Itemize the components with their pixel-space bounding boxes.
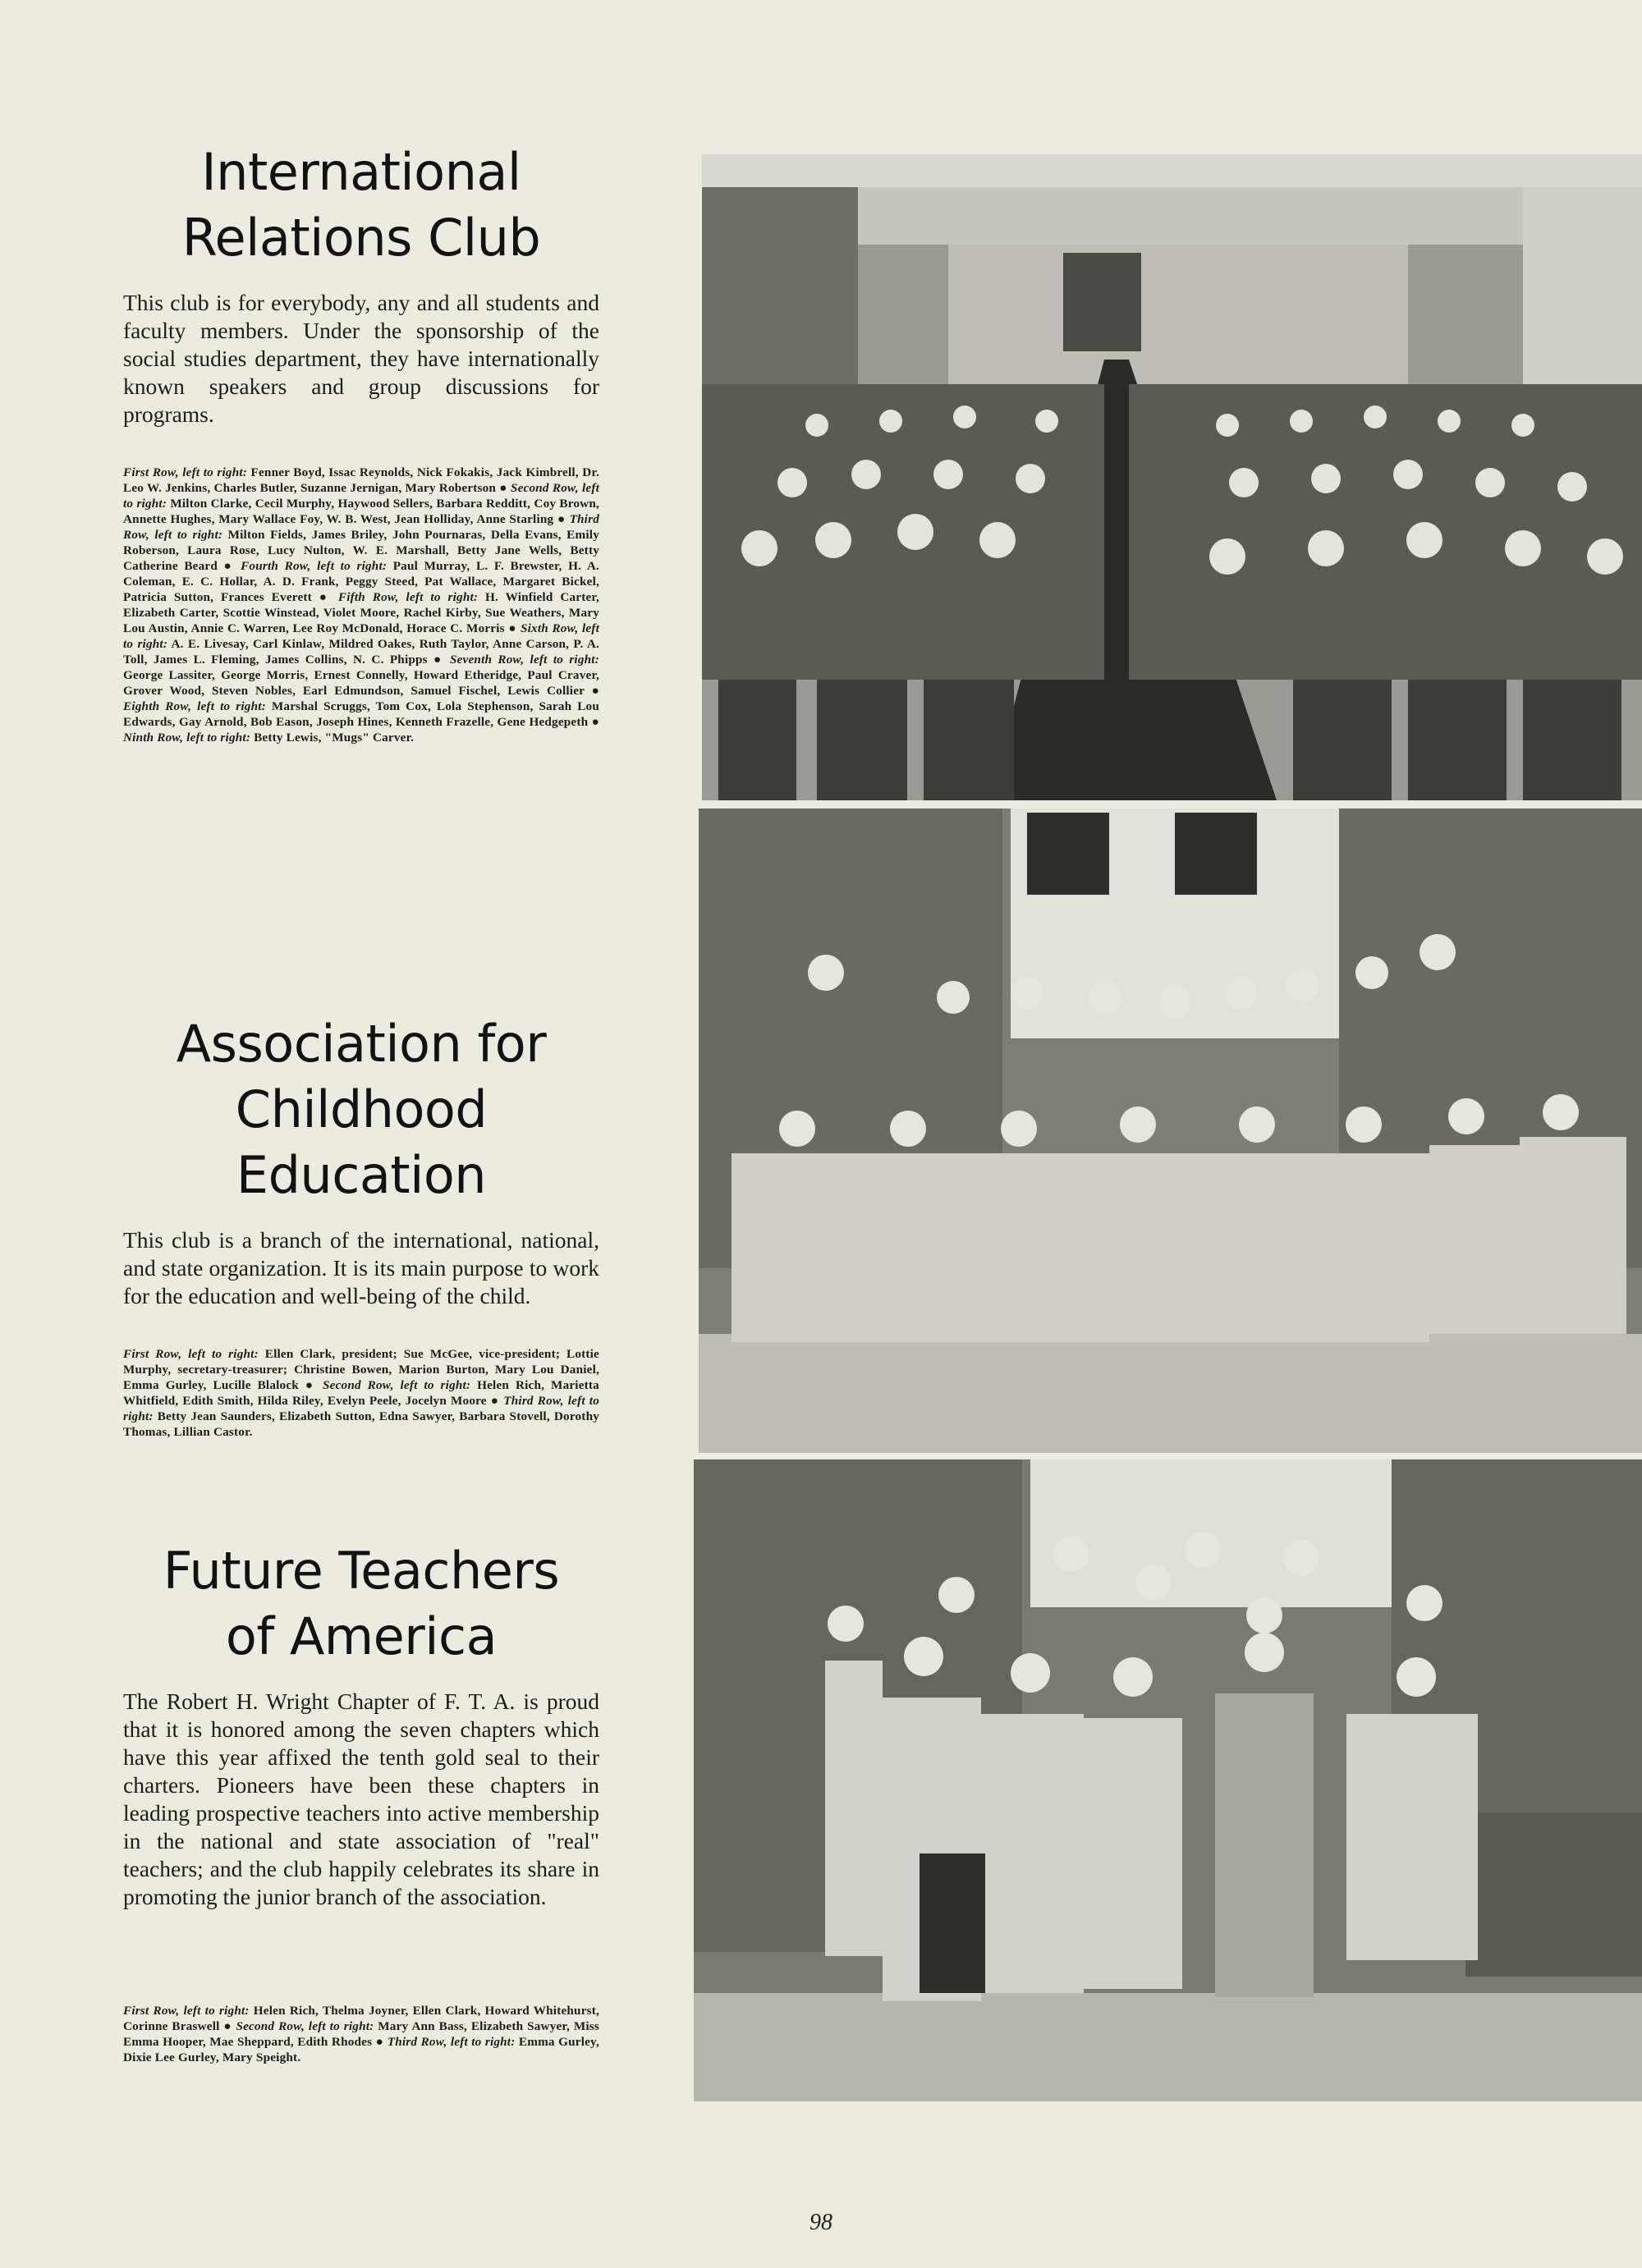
row-names: Helen Rich, Thelma Joyner, Ellen Clark, Howard Whitehurst, Corinne Braswell — [123, 2004, 600, 2033]
description-text: The Robert H. Wright Chapter of F. T. A. is proud that it is honored among the seven chapters which have this year affixed the tenth gold seal to their charters. Pioneers have been these chapters in leading prospective teachers into active membership in the national and state association of "real" teachers; and the club happily celebrates its share in promoting the junior branch of the association. — [123, 1688, 599, 1909]
row-names: Fenner Boyd, Issac Reynolds, Nick Fokakis, Jack Kimbrell, Dr. Leo W. Jenkins, Charles Butler, Suzanne Jernigan, Mary Robertson — [123, 465, 599, 495]
page-number: 98 — [810, 2210, 832, 2235]
section-description — [123, 289, 599, 428]
roster — [123, 1346, 599, 1440]
row-label: Fifth Row, left to right: — [337, 590, 479, 604]
row-names: Milton Clarke, Cecil Murphy, Haywood Sellers, Barbara Redditt, Coy Brown, Annette Hughes, Mary Wallace Foy, W. B. West, Jean Holliday, Anne Starling — [123, 497, 599, 526]
row-label: First Row, left to right: — [123, 465, 248, 479]
row-label: Fourth Row, left to right: — [241, 559, 388, 573]
group-on-steps-photo — [699, 809, 1642, 1453]
row-names: Betty Jean Saunders, Elizabeth Sutton, Edna Sawyer, Barbara Stovell, Dorothy Thomas, Lillian Castor. — [123, 1409, 600, 1439]
section-description — [123, 1688, 599, 1911]
row-label: First Row, left to right: — [123, 1347, 259, 1361]
description-text: This club is a branch of the international, national, and state organization. It is its main purpose to work for the education and well-being of the child. — [123, 1227, 599, 1308]
row-label: Second Row, left to right: — [323, 1378, 471, 1392]
row-label: Ninth Row, left to right: — [123, 731, 251, 745]
row-names: George Lassiter, George Morris, Ernest Connelly, Howard Etheridge, Paul Craver, Grover Wood, Steven Nobles, Earl Edmundson, Samuel Fischel, Lewis Collier — [123, 668, 599, 698]
roster — [123, 465, 599, 745]
row-label: First Row, left to right: — [123, 2004, 250, 2018]
section-description — [123, 1226, 599, 1310]
roster — [123, 2003, 599, 2065]
roster-text: First Row, left to right: Ellen Clark, president; Sue McGee, vice-president; Lottie Murphy, secretary-treasurer; Christine Bowen, Marion Burton, Mary Lou Daniel, Emma Gurley, Lucille Blalock ● Second Row, left to right: Helen Rich, Marietta Whitfield, Edith Smith, Hilda Riley, Evelyn Peele, Jocelyn Moore ● Third Row, left to right: Betty Jean Saunders, Elizabeth Sutton, Edna Sawyer, Barbara Stovell, Dorothy Thomas, Lillian Castor. — [123, 1347, 600, 1439]
standing-group-photo — [694, 1459, 1642, 2101]
section-future-teachers — [123, 1538, 599, 1670]
section-title: Association for Childhood Education — [176, 1014, 547, 1205]
row-label: Second Row, left to right: — [123, 481, 599, 511]
row-label: Third Row, left to right: — [123, 1394, 599, 1423]
row-label: Seventh Row, left to right: — [449, 653, 599, 667]
row-label: Sixth Row, left to right: — [123, 621, 599, 651]
auditorium-photo — [702, 154, 1642, 800]
row-label: Second Row, left to right: — [236, 2019, 374, 2033]
row-names: Milton Fields, James Briley, John Pournaras, Della Evans, Emily Roberson, Laura Rose, Lucy Nulton, W. E. Marshall, Betty Jane Wells, Betty Catherine Beard — [123, 528, 599, 573]
row-label: Third Row, left to right: — [123, 512, 600, 542]
section-title: Future Teachers of America — [163, 1541, 560, 1666]
row-names: H. Winfield Carter, Elizabeth Carter, Scottie Winstead, Violet Moore, Rachel Kirby, Sue Weathers, Mary Lou Austin, Annie C. Warren, Lee Roy McDonald, Horace C. Morris — [123, 590, 599, 635]
section-childhood-education — [123, 1011, 599, 1208]
row-names: Mary Ann Bass, Elizabeth Sawyer, Miss Emma Hooper, Mae Sheppard, Edith Rhodes — [123, 2019, 599, 2049]
roster-text: First Row, left to right: Helen Rich, Thelma Joyner, Ellen Clark, Howard Whitehurst, Corinne Braswell ● Second Row, left to right: Mary Ann Bass, Elizabeth Sawyer, Miss Emma Hooper, Mae Sheppard, Edith Rhodes ● Third Row, left to right: Emma Gurley, Dixie Lee Gurley, Mary Speight. — [123, 2004, 600, 2064]
row-names: Paul Murray, L. F. Brewster, H. A. Coleman, E. C. Hollar, A. D. Frank, Peggy Steed, Pat Wallace, Margaret Bickel, Patricia Sutton, Frances Everett — [123, 559, 599, 604]
roster-text: First Row, left to right: Fenner Boyd, Issac Reynolds, Nick Fokakis, Jack Kimbrell, Dr. Leo W. Jenkins, Charles Butler, Suzanne Jernigan, Mary Robertson ● Second Row, left to right: Milton Clarke, Cecil Murphy, Haywood Sellers, Barbara Redditt, Coy Brown, Annette Hughes, Mary Wallace Foy, W. B. West, Jean Holliday, Anne Starling ● Third Row, left to right: Milton Fields, James Briley, John Pournaras, Della Evans, Emily Roberson, Laura Rose, Lucy Nulton, W. E. Marshall, Betty Jane Wells, Betty Catherine Beard ● Fourth Row, left to right: Paul Murray, L. F. Brewster, H. A. Coleman, E. C. Hollar, A. D. Frank, Peggy Steed, Pat Wallace, Margaret Bickel, Patricia Sutton, Frances Everett ● Fifth Row, left to right: H. Winfield Carter, Elizabeth Carter, Scottie Winstead, Violet Moore, Rachel Kirby, Sue Weathers, Mary Lou Austin, Annie C. Warren, Lee Roy McDonald, Horace C. Morris ● Sixth Row, left to right: A. E. Livesay, Carl Kinlaw, Mildred Oakes, Ruth Taylor, Anne Carson, P. A. Toll, James L. Fleming, James Collins, N. C. Phipps ● Seventh Row, left to right: George Lassiter, George Morris, Ernest Connelly, Howard Etheridge, Paul Craver, Grover Wood, Steven Nobles, Earl Edmundson, Samuel Fischel, Lewis Collier ● Eighth Row, left to right: Marshal Scruggs, Tom Cox, Lola Stephenson, Sarah Lou Edwards, Gay Arnold, Bob Eason, Joseph Hines, Kenneth Frazelle, Gene Hedgepeth ● Ninth Row, left to right: Betty Lewis, "Mugs" Carver. — [123, 465, 600, 745]
section-title: International Relations Club — [181, 142, 541, 268]
photo-childhood-education — [699, 809, 1642, 1453]
row-names: Emma Gurley, Dixie Lee Gurley, Mary Speight. — [123, 2035, 600, 2064]
row-label: Eighth Row, left to right: — [123, 699, 266, 713]
photo-international-relations-club — [702, 154, 1642, 800]
row-names: Helen Rich, Marietta Whitfield, Edith Smith, Hilda Riley, Evelyn Peele, Jocelyn Moore — [123, 1378, 599, 1408]
description-text: This club is for everybody, any and all students and faculty members. Under the sponsorship of the social studies department, they have internationally known speakers and group discussions for programs. — [123, 290, 599, 427]
row-names: Betty Lewis, "Mugs" Carver. — [254, 731, 415, 745]
photo-future-teachers — [694, 1459, 1642, 2101]
row-label: Third Row, left to right: — [387, 2035, 516, 2049]
row-names: Ellen Clark, president; Sue McGee, vice-president; Lottie Murphy, secretary-treasurer; Christine Bowen, Marion Burton, Mary Lou Daniel, Emma Gurley, Lucille Blalock — [123, 1347, 599, 1392]
row-names: A. E. Livesay, Carl Kinlaw, Mildred Oakes, Ruth Taylor, Anne Carson, P. A. Toll, James L. Fleming, James Collins, N. C. Phipps — [123, 637, 600, 667]
row-names: Marshal Scruggs, Tom Cox, Lola Stephenson, Sarah Lou Edwards, Gay Arnold, Bob Eason, Joseph Hines, Kenneth Frazelle, Gene Hedgepeth — [123, 699, 599, 729]
section-international-relations — [123, 140, 599, 271]
